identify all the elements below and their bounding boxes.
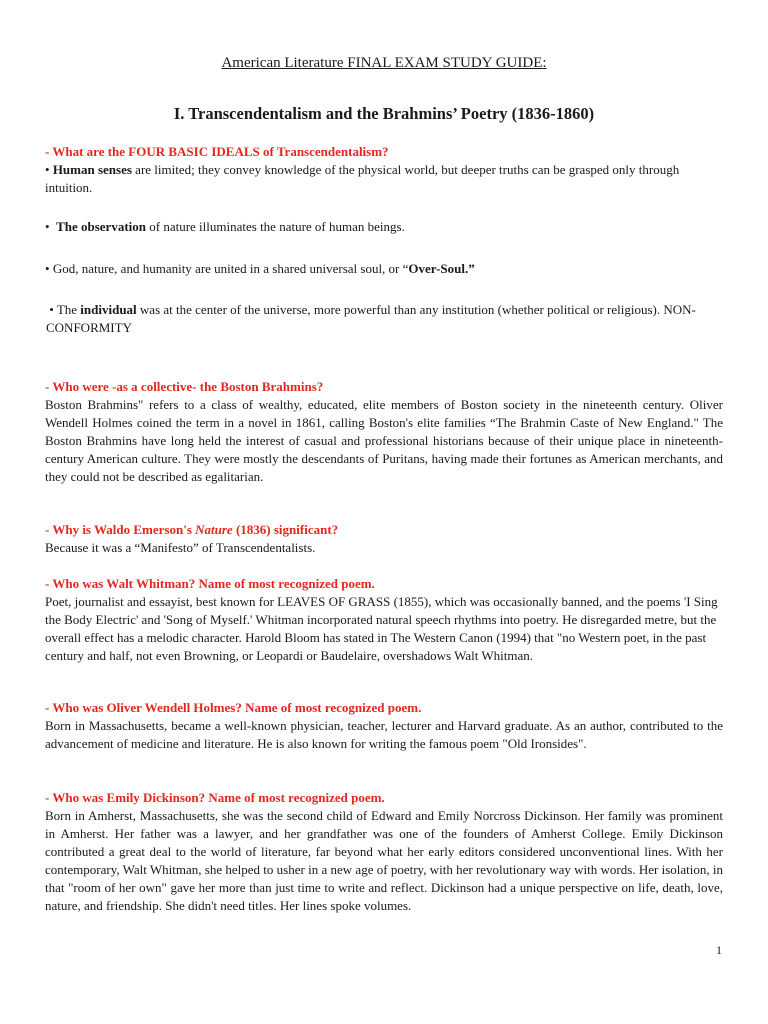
ideal-2-bold: The observation bbox=[56, 219, 146, 234]
ideal-bullet-1 bbox=[45, 161, 723, 197]
ideal-2-text: of nature illuminates the nature of human beings. bbox=[145, 219, 405, 234]
title-colon: : bbox=[542, 55, 547, 71]
bullet-mark: • bbox=[49, 302, 54, 317]
page-number: 1 bbox=[716, 943, 722, 957]
emerson-question-italic: Nature bbox=[195, 522, 233, 537]
answer-holmes: Born in Massachusetts, became a well-known physician, teacher, lecturer and Harvard graduate. As an author, contributed to the advancement of medicine and literature. He is also known for writing the famous poem "Old Ironsides". bbox=[45, 718, 723, 751]
bullet-mark: • bbox=[45, 261, 50, 276]
ideal-bullet-3 bbox=[45, 260, 723, 278]
question-brahmins: - Who were -as a collective- the Boston Brahmins? bbox=[45, 379, 324, 394]
ideal-4-pre: The bbox=[53, 302, 81, 317]
bullet-mark: • bbox=[45, 162, 50, 177]
question-ideals: - What are the FOUR BASIC IDEALS of Transcendentalism? bbox=[45, 144, 389, 159]
emerson-question-pre: - Why is Waldo Emerson's bbox=[45, 522, 196, 537]
answer-emerson: Because it was a “Manifesto” of Transcendentalists. bbox=[45, 540, 316, 555]
document-title bbox=[0, 54, 768, 72]
question-dickinson: - Who was Emily Dickinson? Name of most recognized poem. bbox=[45, 790, 385, 805]
ideal-3-text: God, nature, and humanity are united in a shared universal soul, or “ bbox=[49, 261, 409, 276]
ideal-4-text: was at the center of the universe, more powerful than any institution (whether political or religious). NON- CONFORMITY bbox=[46, 302, 696, 335]
question-emerson bbox=[45, 521, 723, 538]
title-main: American Literature FINAL EXAM STUDY GUIDE bbox=[221, 55, 543, 71]
answer-dickinson: Born in Amherst, Massachusetts, she was the second child of Edward and Emily Norcross Dickinson. Her family was prominent in Amherst. Her father was a lawyer, and her grandfather was one of the founders of Amherst College. Emily Dickinson contributed a great deal to the world of literature, far beyond what her early editors considered unconventional lines. With her contemporary, Walt Whitman, she helped to usher in a new age of poetry, with her revolutionary way with words. Her isolation, in that "room of her own" gave her more than just time to write and reflect. Dickinson had a unique perspective on life, death, love, nature, and friendship. She didn't need titles. Her lines spoke volumes. bbox=[45, 808, 723, 913]
question-holmes: - Who was Oliver Wendell Holmes? Name of most recognized poem. bbox=[45, 700, 422, 715]
answer-whitman: Poet, journalist and essayist, best known for LEAVES OF GRASS (1855), which was occasionally banned, and the poems 'I Sing the Body Electric' and 'Song of Myself.' Whitman incorporated natural speech rhythms into poetry. He disregarded metre, but the overall effect has a melodic character. Harold Bloom has stated in The Western Canon (1994) that "no Western poet, in the past century and half, not even Browning, or Leopardi or Baudelaire, overshadows Walt Whitman. bbox=[45, 594, 718, 663]
ideal-4-bold: individual bbox=[80, 302, 137, 317]
ideal-bullet-2 bbox=[45, 218, 723, 236]
ideal-1-bold: Human senses bbox=[52, 162, 132, 177]
answer-brahmins: Boston Brahmins" refers to a class of wealthy, educated, elite members of Boston society in the nineteenth century. Oliver Wendell Holmes coined the term in a novel in 1861, calling Boston's elite families “The Brahmin Caste of New England." The Boston Brahmins have long held the interest of casual and professional historians because of their unique place in nineteenth-century American culture. They were mostly the descendants of Puritans, having made their fortunes as American merchants, and they could not be described as egalitarian. bbox=[45, 397, 723, 484]
ideal-3-bold: Over-Soul.” bbox=[408, 261, 475, 276]
ideal-1-text: are limited; they convey knowledge of the physical world, but deeper truths can be grasped only through intuition. bbox=[45, 162, 680, 195]
ideal-bullet-4 bbox=[46, 301, 724, 337]
bullet-mark: • bbox=[45, 219, 50, 234]
emerson-question-post: (1836) significant? bbox=[232, 522, 339, 537]
section-heading: I. Transcendentalism and the Brahmins’ Poetry (1836-1860) bbox=[173, 104, 595, 123]
question-whitman: - Who was Walt Whitman? Name of most recognized poem. bbox=[45, 576, 375, 591]
